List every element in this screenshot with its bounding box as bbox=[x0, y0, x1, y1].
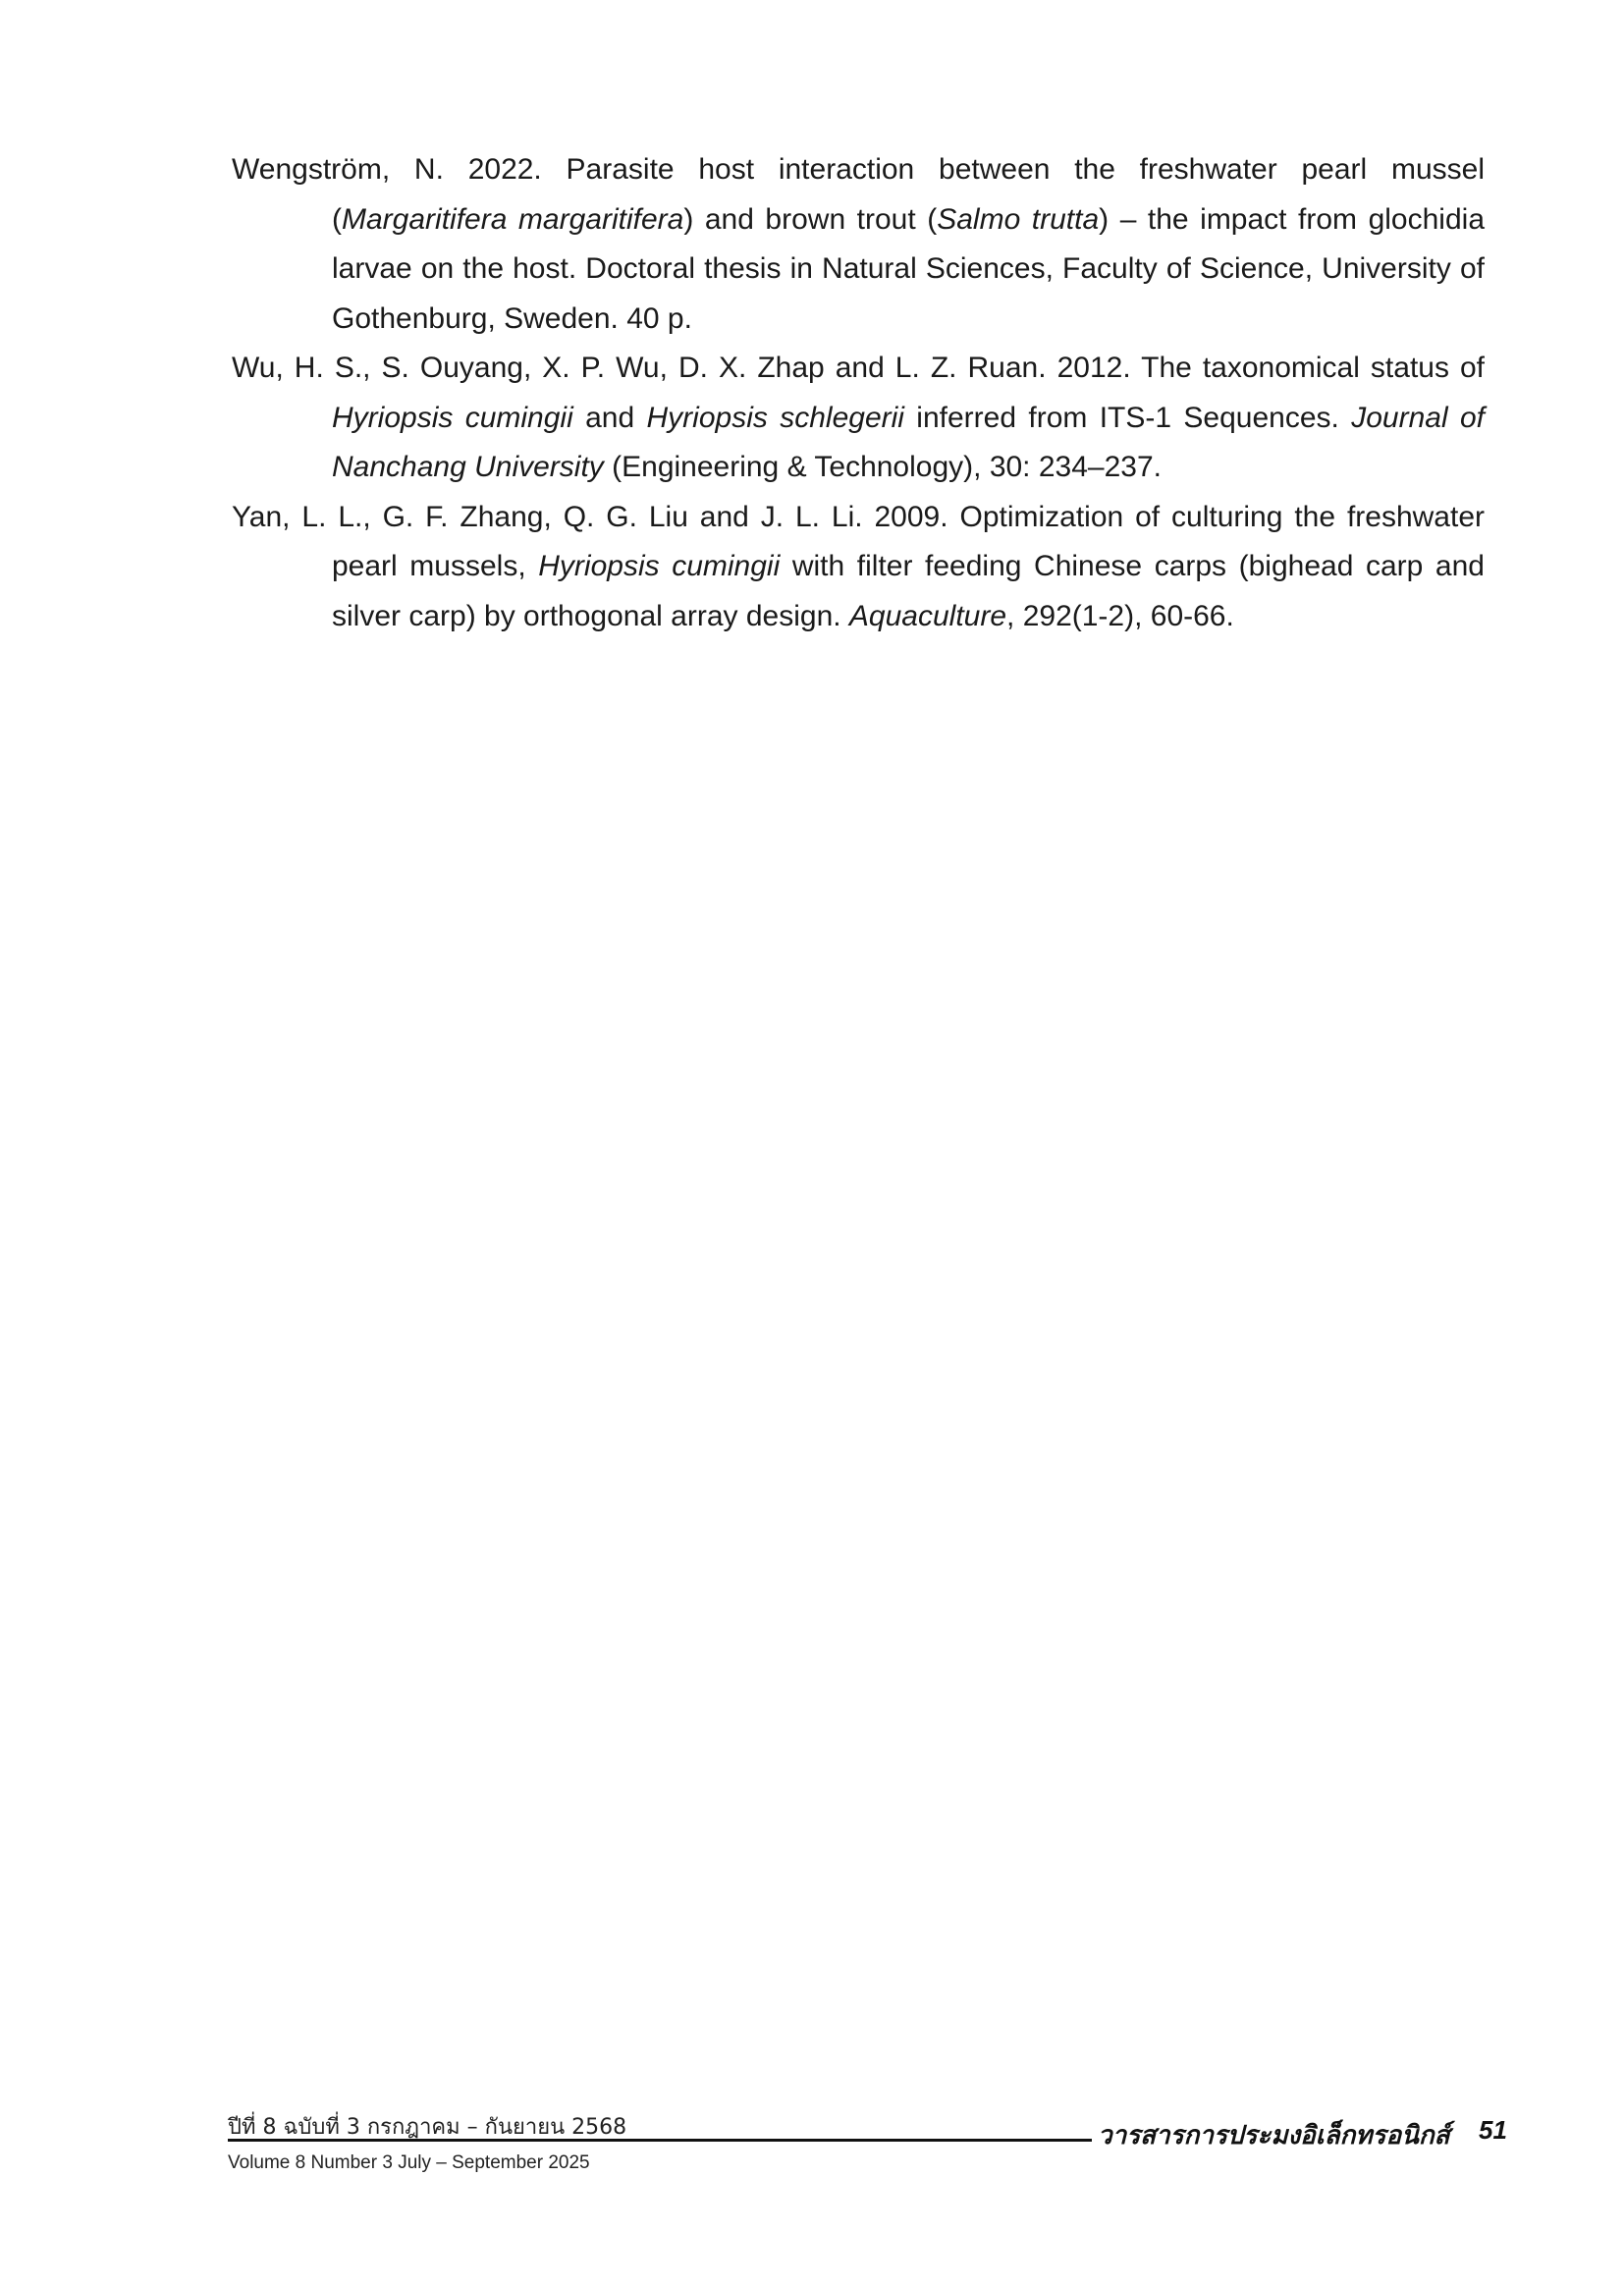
footer-divider bbox=[228, 2139, 1092, 2142]
reference-entry bbox=[232, 493, 1485, 642]
journal-name: Journal of Nanchang University bbox=[332, 401, 1485, 483]
reference-text: with filter feeding Chinese carps (bighead carp and silver carp) by orthogonal array design. bbox=[332, 550, 1485, 632]
species-name: Hyriopsis schlegerii bbox=[646, 401, 904, 434]
footer-issue-thai: ปีที่ 8 ฉบับที่ 3 กรกฎาคม – กันยายน 2568 bbox=[228, 2115, 627, 2140]
reference-text: ) and brown trout ( bbox=[683, 202, 938, 236]
species-name: Hyriopsis cumingii bbox=[332, 401, 573, 434]
reference-text: Wengström, N. 2022. Parasite host interaction between the freshwater pearl mussel ( bbox=[232, 153, 1485, 236]
reference-list bbox=[232, 145, 1485, 641]
reference-text: and bbox=[572, 401, 647, 434]
page-number: 51 bbox=[1479, 2115, 1507, 2145]
reference-text: inferred from ITS-1 Sequences. bbox=[903, 401, 1352, 434]
reference-text: ) – the impact from glochidia larvae on the host. Doctoral thesis in Natural Sciences, Faculty of Science, University of Gothenburg, Sweden. 40 p. bbox=[332, 202, 1485, 335]
reference-text: Yan, L. L., G. F. Zhang, Q. G. Liu and J. L. Li. 2009. Optimization of culturing the freshwater pearl mussels, bbox=[232, 500, 1485, 582]
species-name: Margaritifera margaritifera bbox=[342, 202, 684, 236]
footer-issue-english: Volume 8 Number 3 July – September 2025 bbox=[228, 2152, 590, 2173]
species-name: Hyriopsis cumingii bbox=[538, 550, 781, 582]
species-name: Salmo trutta bbox=[937, 202, 1100, 236]
reference-entry bbox=[232, 344, 1485, 493]
reference-entry bbox=[232, 145, 1485, 344]
reference-text: Wu, H. S., S. Ouyang, X. P. Wu, D. X. Zhap and L. Z. Ruan. 2012. The taxonomical status of bbox=[232, 352, 1485, 384]
reference-text: (Engineering & Technology), 30: 234–237. bbox=[603, 451, 1162, 483]
reference-text: , 292(1-2), 60-66. bbox=[1006, 599, 1234, 632]
footer-journal-title: วารสารการประมงอิเล็กทรอนิกส์ bbox=[1098, 2121, 1450, 2150]
journal-name: Aquaculture bbox=[848, 599, 1007, 632]
